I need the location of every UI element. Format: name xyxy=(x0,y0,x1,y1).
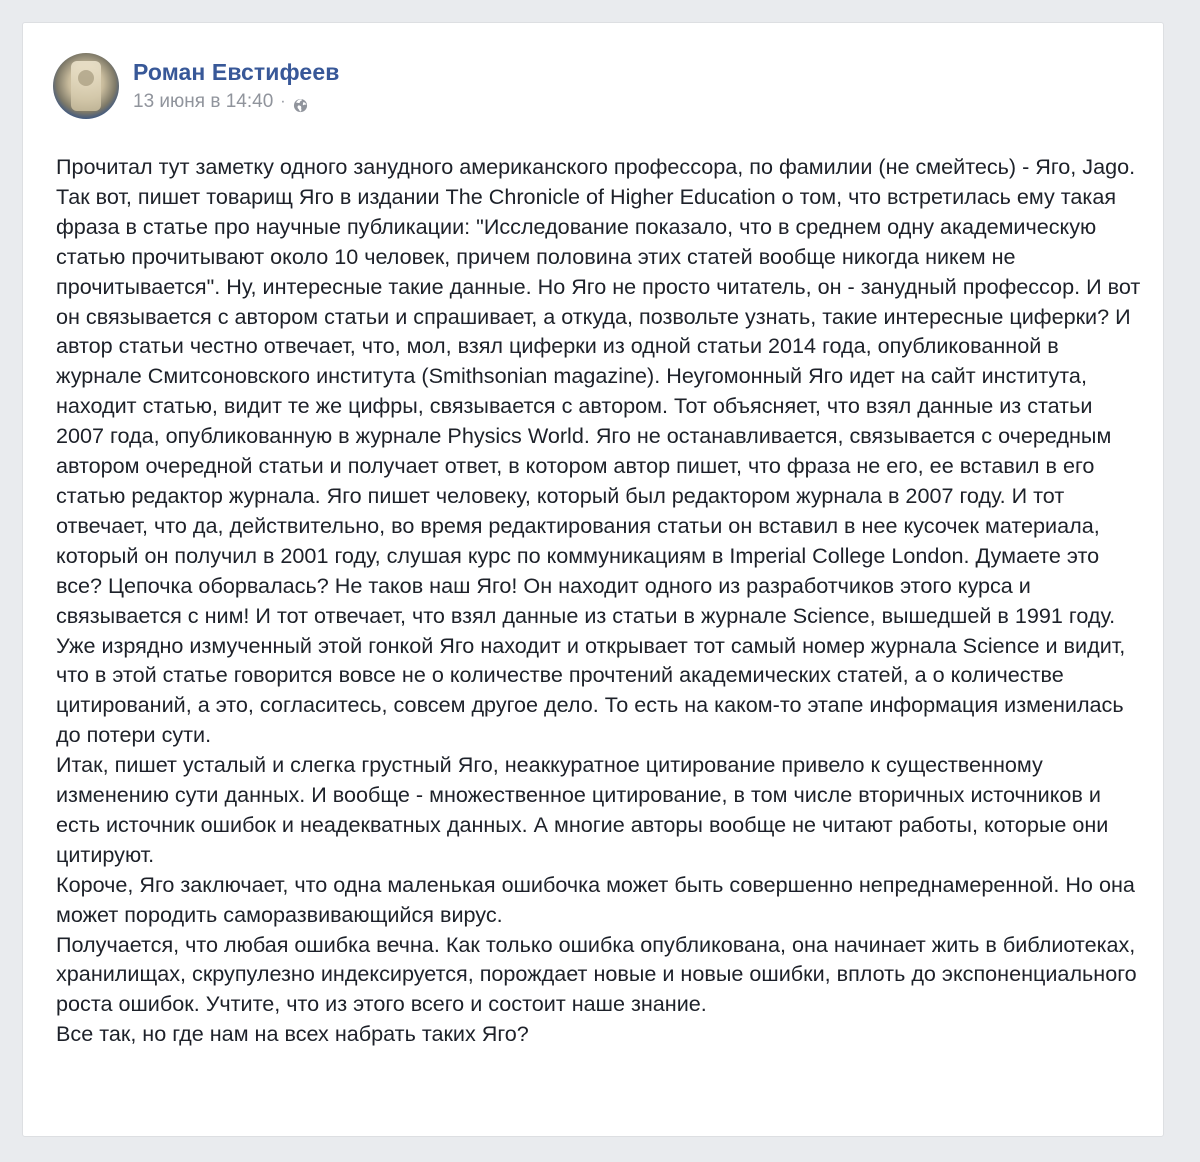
post-body xyxy=(56,152,1146,1049)
post-paragraph: Прочитал тут заметку одного занудного американского профессора, по фамилии (не смейтесь) - Яго, Jago. Так вот, пишет товарищ Яго в издании The Chronicle of Higher Education о том, что встретилась ему такая фраза в статье про научные публикации: "Исследование показало, что в среднем одну академическую статью прочитывают около 10 человек, причем половина этих статей вообще никогда никем не прочитывается". Ну, интересные такие данные. Но Яго не просто читатель, он - занудный профессор. И вот он связывается с автором статьи и спрашивает, а откуда, позвольте узнать, такие интересные циферки? И автор статьи честно отвечает, что, мол, взял циферки из одной статьи 2014 года, опубликованной в журнале Смитсоновского института (Smithsonian magazine). Неугомонный Яго идет на сайт института, находит статью, видит те же цифры, связывается с автором. Тот объясняет, что взял данные из статьи 2007 года, опубликованную в журнале Physics World. Яго не останавливается, связывается с очередным автором очередной статьи и получает ответ, в котором автор пишет, что фраза не его, ее вставил в его статью редактор журнала. Яго пишет человеку, который был редактором журнала в 2007 году. И тот отвечает, что да, действительно, во время редактирования статьи он вставил в нее кусочек материала, который он получил в 2001 году, слушая курс по коммуникациям в Imperial College London. Думаете это все? Цепочка оборвалась? Не таков наш Яго! Он находит одного из разработчиков этого курса и связывается с ним! И тот отвечает, что взял данные из статьи в журнале Science, вышедшей в 1991 году. Уже изрядно измученный этой гонкой Яго находит и открывает тот самый номер журнала Science и видит, что в этой статье говорится вовсе не о количестве прочтений академических статей, а о количестве цитирований, а это, согласитесь, совсем другое дело. То есть на каком-то этапе информация изменилась до потери сути. xyxy=(56,154,1141,748)
author-name-link[interactable]: Роман Евстифеев xyxy=(133,59,340,85)
avatar-face xyxy=(78,70,94,86)
post-meta-line xyxy=(133,89,339,115)
globe-icon[interactable] xyxy=(293,95,308,110)
post-paragraph: Короче, Яго заключает, что одна маленькая ошибочка может быть совершенно непреднамеренной. Но она может породить саморазвивающийся вирус. xyxy=(56,871,1135,927)
post-timestamp-link[interactable]: 13 июня в 14:40 xyxy=(133,91,274,112)
post-paragraph: Получается, что любая ошибка вечна. Как только ошибка опубликована, она начинает жить в библиотеках, хранилищах, скрупулезно индексируется, порождает новые и новые ошибки, вплоть до экспоненциального роста ошибок. Учтите, что из этого всего и состоит наше знание. xyxy=(56,931,1137,1017)
avatar[interactable] xyxy=(53,53,119,119)
post-header xyxy=(53,51,339,121)
meta-separator: · xyxy=(280,93,286,110)
avatar-image xyxy=(71,61,101,111)
post-paragraph: Все так, но где нам на всех набрать таких Яго? xyxy=(56,1021,529,1047)
post-meta xyxy=(133,57,339,115)
post-card xyxy=(22,22,1164,1137)
post-paragraph: Итак, пишет усталый и слегка грустный Яго, неаккуратное цитирование привело к существенному изменению сути данных. И вообще - множественное цитирование, в том числе вторичных источников и есть источник ошибок и неадекватных данных. А многие авторы вообще не читают работы, которые они цитируют. xyxy=(56,752,1109,867)
